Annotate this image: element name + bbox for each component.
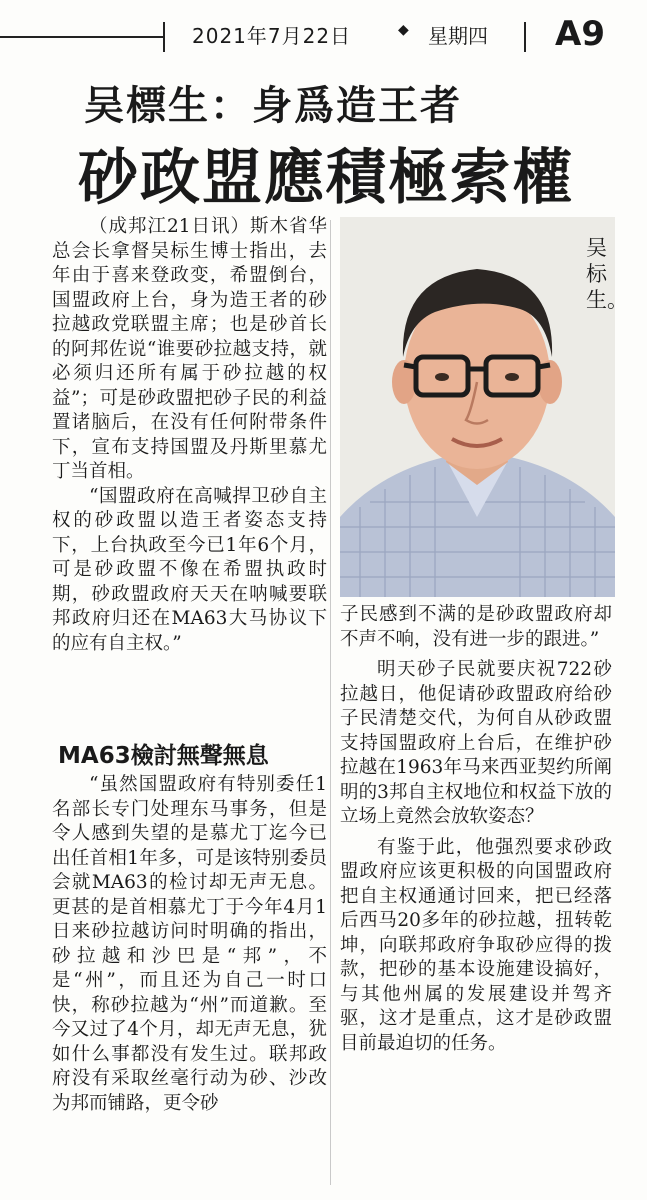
left-column-bottom: [52, 773, 327, 1116]
header-rule: [0, 36, 165, 38]
column-divider: [330, 220, 331, 1185]
portrait-illustration: [340, 217, 628, 597]
body-paragraph: “国盟政府在高喊捍卫砂自主权的砂政盟以造王者姿态支持下，上台执政至今已1年6个月，可是砂政盟不像在希盟执政时期，砂政盟政府天天在呐喊要联邦政府归还在MA63大马协议下的应有自主权。”: [52, 485, 327, 654]
header-divider-right: [524, 22, 526, 52]
diamond-icon: ◆: [398, 22, 409, 38]
subheading: MA63檢討無聲無息: [58, 743, 269, 769]
body-paragraph: （成邦江21日讯）斯木省华总会长拿督吴标生博士指出，去年由于喜来登政变，希盟倒台，国盟政府上台，身为造王者的砂拉越政党联盟主席；也是砂首长的阿邦佐说“谁要砂拉越支持，就必须归还所有属于砂拉越的权益”；可是砂政盟把砂子民的利益置诸脑后，在没有任何附带条件下，宣布支持国盟及丹斯里慕尤丁当首相。: [52, 216, 327, 482]
photo-caption: 吴标生。: [586, 236, 628, 312]
article-headline: 砂政盟應積極索權: [78, 143, 574, 213]
portrait-photo: [340, 217, 628, 597]
left-column-top: [52, 215, 327, 656]
page-number: A9: [555, 14, 605, 54]
body-paragraph: 有鉴于此，他强烈要求砂政盟政府应该更积极的向国盟政府把自主权通通讨回来，把已经落后西马20多年的砂拉越，扭转乾坤，向联邦政府争取砂应得的拨款，把砂的基本设施建设搞好，与其他州属的发展建设并驾齐驱，这才是重点，这才是砂政盟目前最迫切的任务。: [340, 836, 612, 1054]
body-paragraph: 子民感到不满的是砂政盟政府却不声不响，没有进一步的跟进。”: [340, 604, 612, 650]
body-paragraph: 明天砂子民就要庆祝722砂拉越日，他促请砂政盟政府给砂子民清楚交代，为何自从砂政盟支持国盟政府上台后，在维护砂拉越在1963年马来西亚契约所阐明的3邦自主权地位和权益下放的立场上竟然会放软姿态？: [340, 659, 612, 827]
right-column: [340, 603, 612, 1056]
header-divider: [163, 22, 165, 52]
issue-date: 2021年7月22日: [192, 24, 352, 48]
article-kicker: 吴標生：身爲造王者: [84, 83, 462, 129]
issue-weekday: 星期四: [428, 24, 488, 48]
body-paragraph: “虽然国盟政府有特别委任1名部长专门处理东马事务，但是令人感到失望的是慕尤丁迄今已出任首相1年多，可是该特别委员会就MA63的检讨却无声无息。更甚的是首相慕尤丁于今年4月1日来砂拉越访问时明确的指出，砂拉越和沙巴是“邦”，不是“州”，而且还为自己一时口快，称砂拉越为“州”而道歉。至今又过了4个月，却无声无息，犹如什么事都没有发生过。联邦政府没有采取丝毫行动为砂、沙改为邦而铺路，更令砂: [52, 774, 327, 1114]
